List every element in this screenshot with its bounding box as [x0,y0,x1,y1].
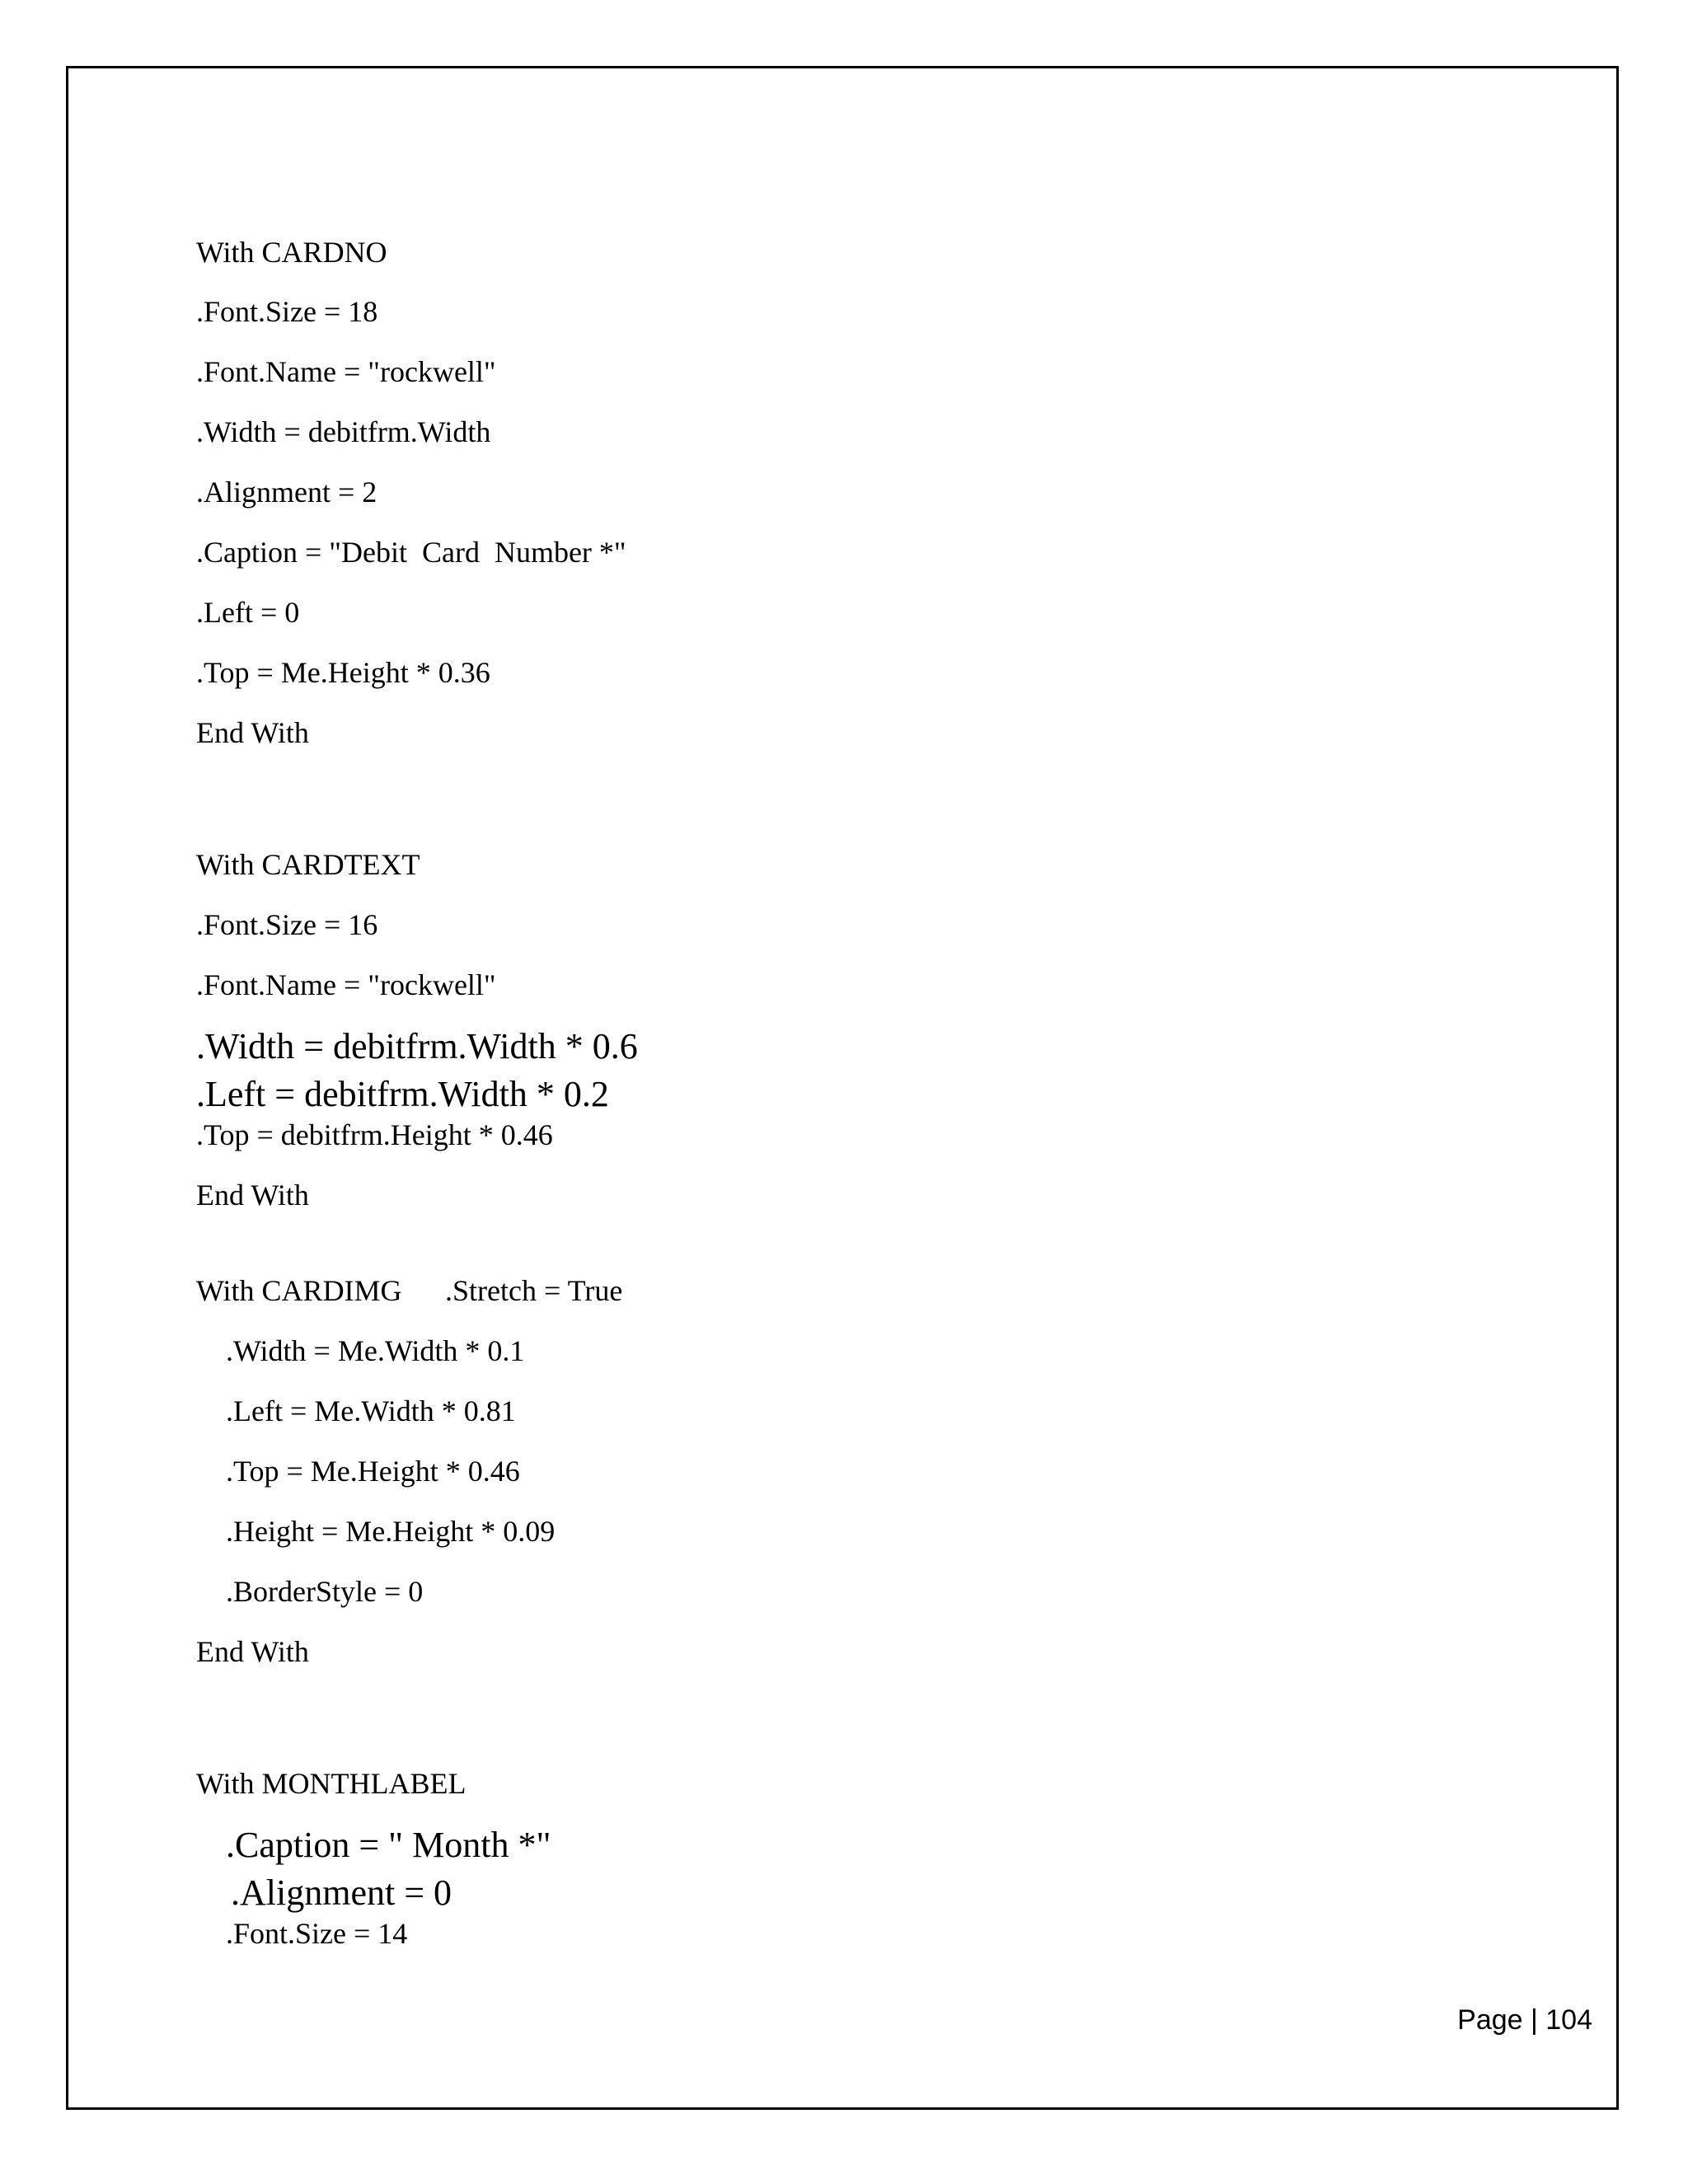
code-line: .Top = Me.Height * 0.46 [226,1455,520,1488]
code-line: .Font.Size = 18 [196,295,378,328]
code-line: .BorderStyle = 0 [226,1575,424,1608]
code-line: With CARDTEXT [196,848,420,881]
code-line: End With [196,1179,309,1212]
code-line: .Font.Name = "rockwell" [196,355,496,388]
code-line: .Left = Me.Width * 0.81 [226,1394,516,1427]
code-line: .Font.Size = 16 [196,908,378,941]
code-line: End With [196,1635,309,1668]
code-line: With CARDIMG [196,1274,402,1307]
code-line: .Width = debitfrm.Width [196,415,491,448]
code-line: .Alignment = 0 [231,1872,452,1913]
code-line: End With [196,716,309,749]
code-line: .Font.Size = 14 [226,1917,408,1950]
page-number: Page | 104 [1457,2004,1592,2036]
code-line: .Caption = "Debit Card Number *" [196,536,626,569]
code-line: .Left = 0 [196,596,300,629]
code-line: .Width = Me.Width * 0.1 [226,1334,525,1367]
code-line: .Width = debitfrm.Width * 0.6 [196,1026,638,1066]
code-line: .Height = Me.Height * 0.09 [226,1515,556,1548]
code-line: .Top = debitfrm.Height * 0.46 [196,1118,553,1151]
code-line: .Stretch = True [445,1274,623,1307]
code-line: .Left = debitfrm.Width * 0.2 [196,1074,609,1114]
code-line: .Top = Me.Height * 0.36 [196,656,490,689]
code-line: .Caption = " Month *" [226,1825,551,1865]
code-line: .Font.Name = "rockwell" [196,968,496,1001]
code-line: With MONTHLABEL [196,1767,467,1800]
code-line: With CARDNO [196,236,387,269]
code-line: .Alignment = 2 [196,476,377,509]
